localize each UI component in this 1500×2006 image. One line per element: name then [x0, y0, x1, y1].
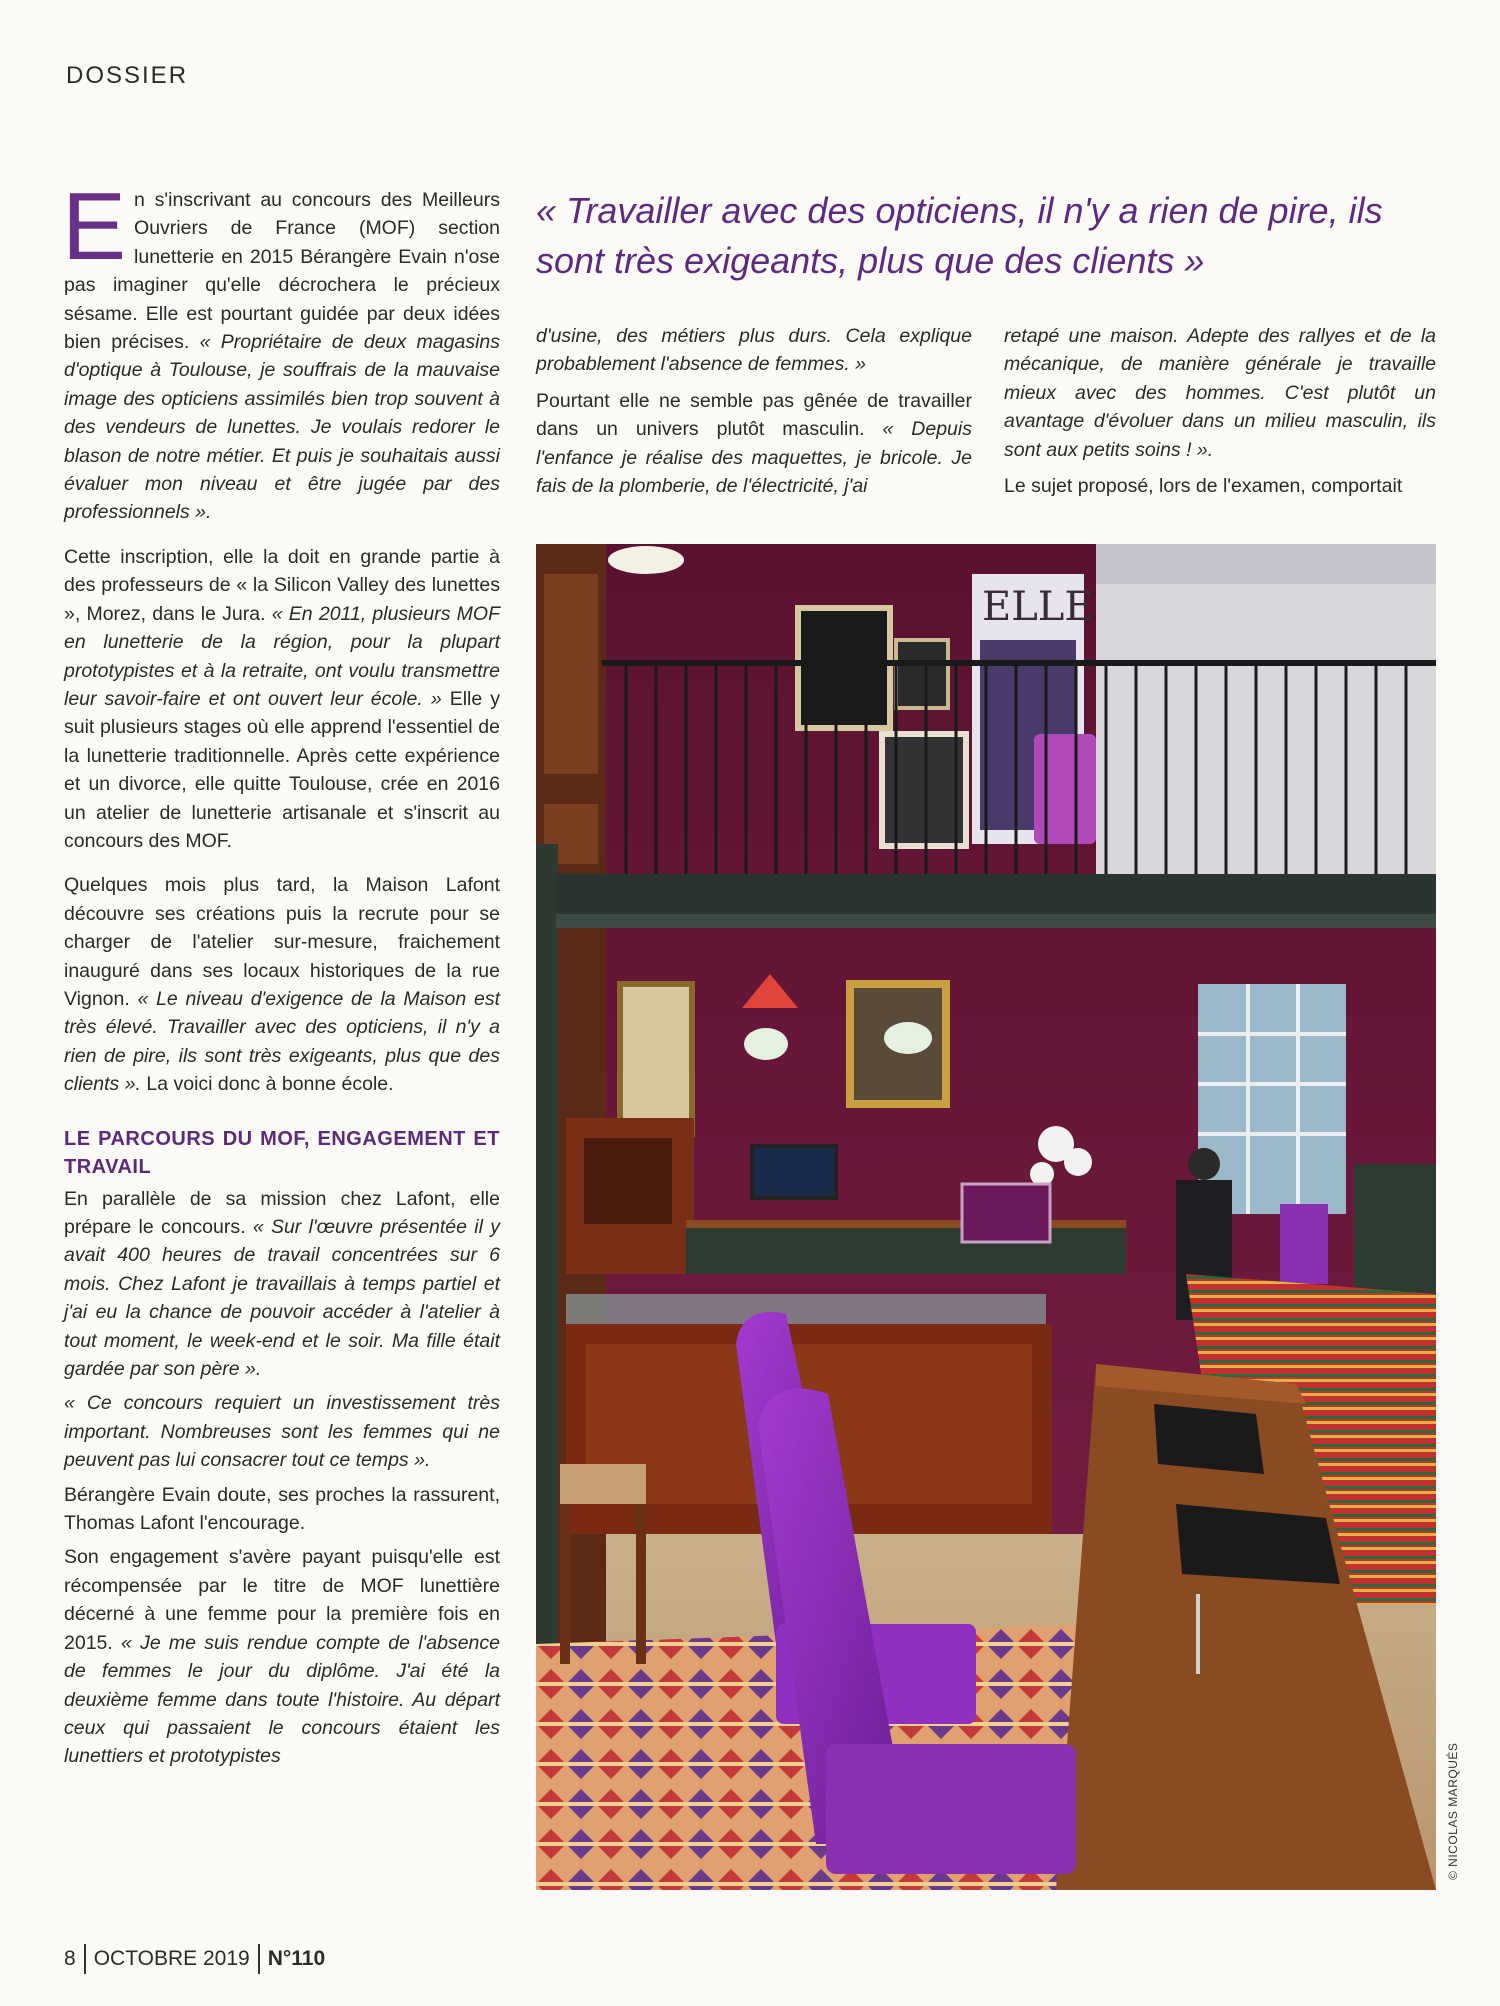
paragraph	[64, 1185, 500, 1384]
text-run: Cette inscription, elle la doit en grande partie à des professeurs de « la Silicon Valley des lunettes », Morez, dans le Jura.	[64, 545, 500, 625]
text-run: La voici donc à bonne école.	[140, 1073, 394, 1096]
footer-divider	[84, 1944, 86, 1974]
text-run: n s'inscrivant au concours des Meilleurs Ouvriers de France (MOF) section lunetterie en 2015 Bérangère Evain n'ose pas imaginer qu'elle décrochera le précieux sésame. Elle est pourtant guidée par deux idées bien précises.	[64, 189, 500, 354]
article-column-right	[1004, 322, 1436, 508]
footer-divider	[258, 1944, 260, 1974]
paragraph	[64, 1481, 500, 1538]
article-column-middle	[536, 322, 972, 508]
paragraph	[64, 871, 500, 1098]
page-number: 8	[64, 1947, 76, 1970]
quote-run: « Ce concours requiert un investissement très important. Nombreuses sont les femmes qui ne peuvent pas lui consacrer tout ce temps ».	[64, 1392, 500, 1472]
article-column-left	[62, 173, 500, 1787]
quote-run: d'usine, des métiers plus durs. Cela explique probablement l'absence de femmes. »	[536, 325, 972, 376]
quote-run: « Depuis l'enfance je réalise des maquettes, je bricole. Je fais de la plomberie, de l'électricité, j'ai	[536, 418, 972, 498]
pull-quote: « Travailler avec des opticiens, il n'y a rien de pire, ils sont très exigeants, plus que des clients »	[536, 190, 1383, 281]
shop-interior-photo	[536, 544, 1436, 1890]
quote-run: retapé une maison. Adepte des rallyes et de la mécanique, de manière générale je travaille mieux avec des hommes. C'est plutôt un avantage d'évoluer dans un milieu masculin, ils sont aux petits soins ! ».	[1004, 325, 1436, 461]
quote-run: « En 2011, plusieurs MOF en lunetterie de la région, pour la plupart prototypistes et à la retraite, ont voulu transmettre leur savoir-faire et ont ouvert leur école. »	[64, 602, 500, 710]
paragraph-intro	[62, 173, 500, 527]
photo-credit: © NICOLAS MARQUÉS	[1446, 1742, 1460, 1880]
quote-run: « Le niveau d'exigence de la Maison est très élevé. Travailler avec des opticiens, il n'y a rien de pire, ils sont très exigeants, plus que des clients ».	[64, 987, 500, 1096]
section-label: DOSSIER	[66, 62, 189, 89]
subheading: LE PARCOURS DU MOF, ENGAGEMENT ET TRAVAIL	[64, 1127, 500, 1178]
text-run: Son engagement s'avère payant puisqu'elle est récompensée par le titre de MOF lunettière décerné à une femme pour la première fois en 2015.	[64, 1546, 500, 1654]
quote-run: « Je me suis rendue compte de l'absence de femmes le jour du diplôme. J'ai été la deuxième femme dans toute l'histoire. Au départ ceux qui passaient le concours étaient les lunettiers et prototypistes	[64, 1631, 500, 1768]
page-footer	[64, 1944, 325, 1974]
poster-lettering: ELLE	[982, 584, 1094, 630]
paragraph	[64, 1543, 500, 1770]
paragraph	[64, 543, 500, 855]
quote-run: « Propriétaire de deux magasins d'optique à Toulouse, je souffrais de la mauvaise image des opticiens assimilés bien trop souvent à des vendeurs de lunettes. Je voulais redorer le blason de notre métier. Et puis je souhaitais aussi évaluer mon niveau et être jugée par des professionnels ».	[64, 331, 500, 524]
issue-date: OCTOBRE 2019	[93, 1947, 250, 1970]
text-run: Elle y suit plusieurs stages où elle apprend l'essentiel de la lunetterie traditionnelle. Après cette expérience et un divorce, elle quitte Toulouse, crée en 2016 un atelier de lunetterie artisanale et s'inscrit au concours des MOF.	[64, 687, 500, 852]
photo-illustration	[536, 544, 1436, 1890]
paragraph	[1004, 322, 1436, 464]
paragraph	[536, 387, 972, 501]
text-run: Bérangère Evain doute, ses proches la rassurent, Thomas Lafont l'encourage.	[64, 1483, 500, 1535]
issue-number: N°110	[267, 1947, 326, 1970]
paragraph	[1004, 472, 1436, 500]
text-run: En parallèle de sa mission chez Lafont, elle prépare le concours.	[64, 1187, 500, 1238]
paragraph	[64, 1389, 500, 1474]
text-run: Le sujet proposé, lors de l'examen, comportait	[1004, 475, 1403, 498]
drop-cap: E	[62, 173, 127, 280]
text-run: Quelques mois plus tard, la Maison Lafont découvre ses créations puis la recrute pour se charger de l'atelier sur-mesure, fraichement inauguré dans ses locaux historiques de la rue Vignon.	[64, 874, 500, 1010]
paragraph	[536, 322, 972, 379]
text-run: Pourtant elle ne semble pas gênée de travailler dans un univers plutôt masculin.	[536, 389, 972, 441]
quote-run: « Sur l'œuvre présentée il y avait 400 heures de travail concentrées sur 6 mois. Chez Lafont je travaillais à temps partiel et j'ai eu la chance de pouvoir accéder à l'atelier à tout moment, le week-end et le soir. Ma fille était gardée par son père ».	[64, 1216, 500, 1381]
